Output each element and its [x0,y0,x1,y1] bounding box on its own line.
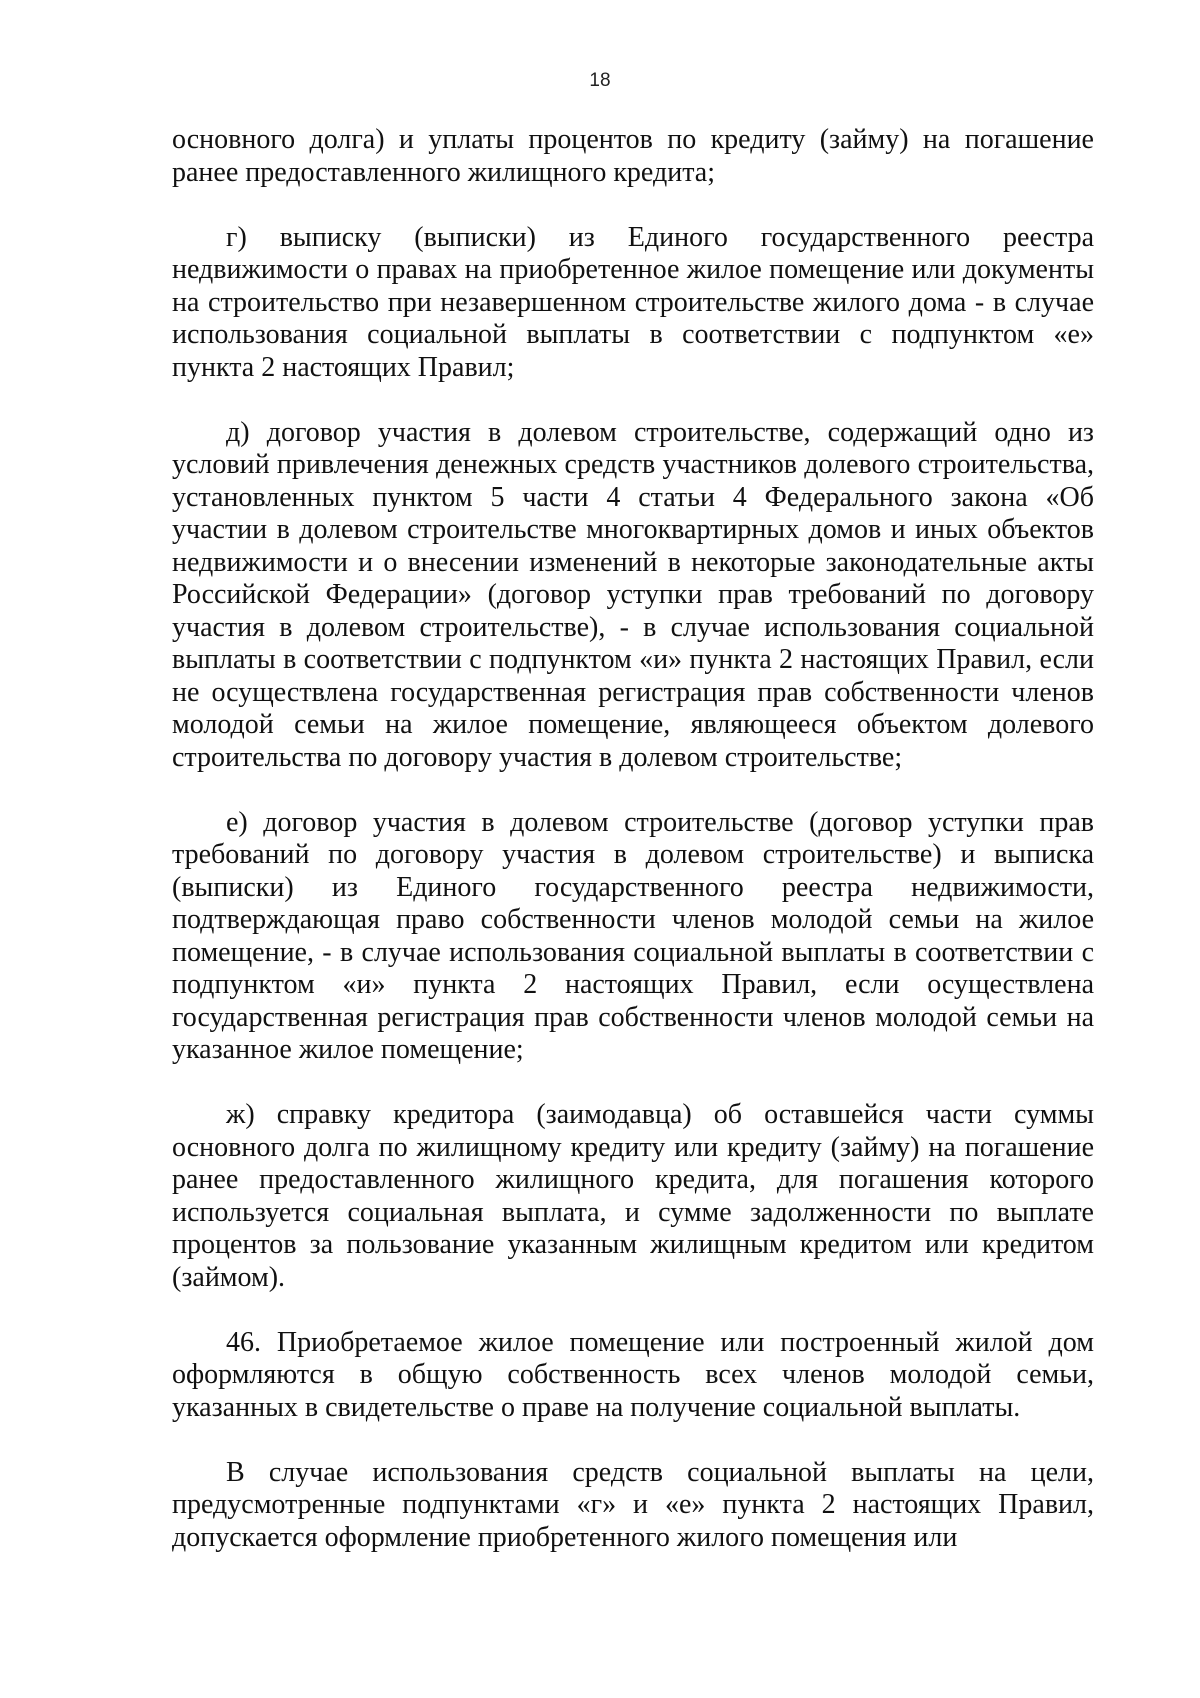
paragraph-continuation: основного долга) и уплаты процентов по кредиту (займу) на погашение ранее предоставленного жилищного кредита; [172,124,1094,188]
paragraph-item-g: г) выписку (выписки) из Единого государственного реестра недвижимости о правах на приобретенное жилое помещение или документы на строительство при незавершенном строительстве жилого дома - в случае использования социальной выплаты в соответствии с подпунктом «е» пункта 2 настоящих Правил; [172,221,1094,383]
paragraph-section-46-note: В случае использования средств социальной выплаты на цели, предусмотренные подпунктами «г» и «е» пункта 2 настоящих Правил, допускается оформление приобретенного жилого помещения или [172,1456,1094,1553]
paragraph-item-d: д) договор участия в долевом строительстве, содержащий одно из условий привлечения денежных средств участников долевого строительства, установленных пунктом 5 части 4 статьи 4 Федерального закона «Об участии в долевом строительстве многоквартирных домов и иных объектов недвижимости и о внесении изменений в некоторые законодательные акты Российской Федерации» (договор уступки прав требований по договору участия в долевом строительстве), - в случае использования социальной выплаты в соответствии с подпунктом «и» пункта 2 настоящих Правил, если не осуществлена государственная регистрация прав собственности членов молодой семьи на жилое помещение, являющееся объектом долевого строительства по договору участия в долевом строительстве; [172,416,1094,773]
document-body [172,124,1094,1554]
paragraph-section-46: 46. Приобретаемое жилое помещение или построенный жилой дом оформляются в общую собственность всех членов молодой семьи, указанных в свидетельстве о праве на получение социальной выплаты. [172,1326,1094,1423]
paragraph-item-e: е) договор участия в долевом строительстве (договор уступки прав требований по договору участия в долевом строительстве) и выписка (выписки) из Единого государственного реестра недвижимости, подтверждающая право собственности членов молодой семьи на жилое помещение, - в случае использования социальной выплаты в соответствии с подпунктом «и» пункта 2 настоящих Правил, если осуществлена государственная регистрация прав собственности членов молодой семьи на указанное жилое помещение; [172,806,1094,1065]
page-number: 18 [589,70,611,91]
paragraph-item-zh: ж) справку кредитора (заимодавца) об оставшейся части суммы основного долга по жилищному кредиту или кредиту (займу) на погашение ранее предоставленного жилищного кредита, для погашения которого используется социальная выплата, и сумме задолженности по выплате процентов за пользование указанным жилищным кредитом или кредитом (займом). [172,1099,1094,1293]
